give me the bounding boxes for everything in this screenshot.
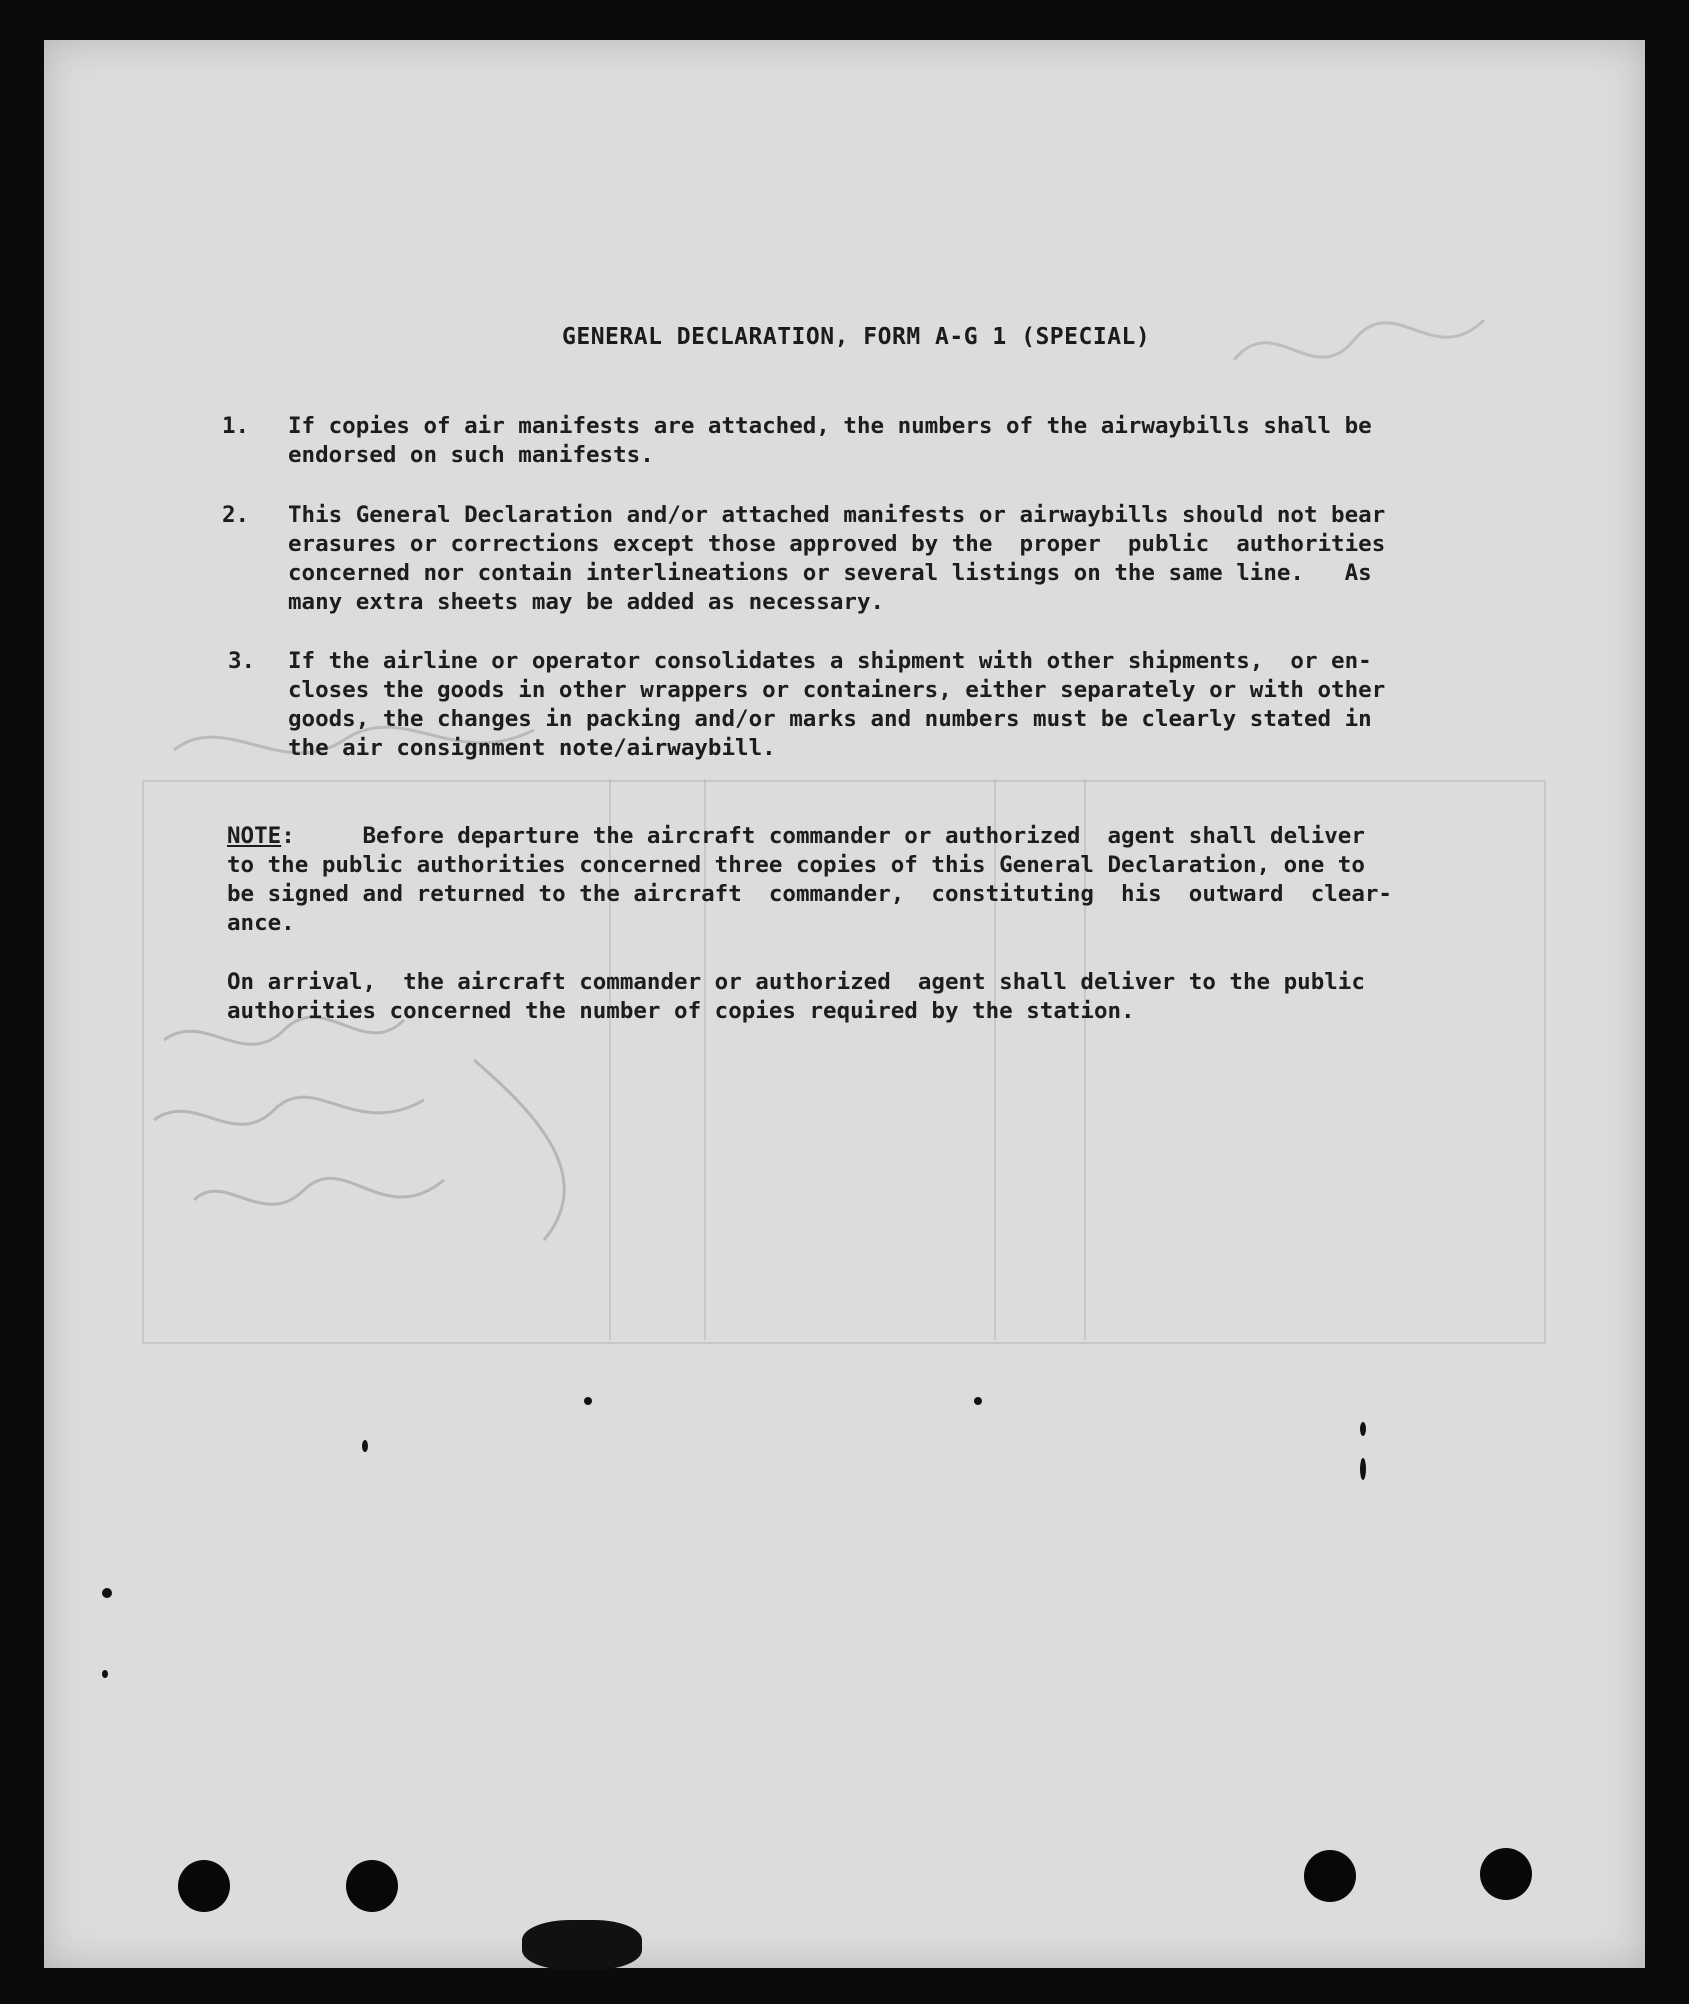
note-line: to the public authorities concerned three copies of this General Declaration, one to — [227, 852, 1365, 878]
document-page — [44, 40, 1645, 1968]
note-label: NOTE — [227, 823, 282, 849]
punch-hole — [346, 1860, 398, 1912]
item-line: goods, the changes in packing and/or marks and numbers must be clearly stated in — [288, 706, 1372, 732]
punch-hole — [1480, 1848, 1532, 1900]
item-number: 1. — [222, 413, 250, 439]
punch-hole — [1304, 1850, 1356, 1902]
arrival-line: On arrival, the aircraft commander or authorized agent shall deliver to the public — [227, 969, 1365, 995]
item-line: If copies of air manifests are attached, the numbers of the airwaybills shall be — [288, 413, 1372, 439]
note-line: be signed and returned to the aircraft commander, constituting his outward clear- — [227, 881, 1392, 907]
item-line: erasures or corrections except those approved by the proper public authorities — [288, 531, 1386, 557]
item-number: 3. — [228, 648, 256, 674]
speck — [102, 1588, 112, 1598]
handwriting-show-through — [124, 1000, 684, 1300]
speck — [1360, 1422, 1366, 1436]
item-line: many extra sheets may be added as necessary. — [288, 589, 885, 615]
handwriting-show-through — [1224, 290, 1544, 410]
arrival-line: authorities concerned the number of copies required by the station. — [227, 998, 1135, 1024]
item-line: This General Declaration and/or attached manifests or airwaybills should not bear — [288, 502, 1386, 528]
speck — [102, 1670, 108, 1678]
item-line: the air consignment note/airwaybill. — [288, 735, 776, 761]
item-number: 2. — [222, 502, 250, 528]
item-line: If the airline or operator consolidates a shipment with other shipments, or en- — [288, 648, 1372, 674]
arrival-paragraph — [227, 968, 1567, 1026]
note-paragraph — [227, 822, 1567, 938]
speck — [974, 1397, 982, 1405]
item-line: concerned nor contain interlineations or several listings on the same line. As — [288, 560, 1372, 586]
speck — [584, 1397, 592, 1405]
ink-blot — [522, 1920, 642, 1970]
punch-hole — [178, 1860, 230, 1912]
item-line: endorsed on such manifests. — [288, 442, 654, 468]
speck — [1360, 1458, 1366, 1480]
item-line: closes the goods in other wrappers or containers, either separately or with other — [288, 677, 1386, 703]
speck — [362, 1440, 368, 1452]
page-title: GENERAL DECLARATION, FORM A-G 1 (SPECIAL) — [562, 324, 1151, 350]
note-first-line — [227, 822, 1567, 851]
note-line: : Before departure the aircraft commander or authorized agent shall deliver — [281, 823, 1365, 849]
note-line: ance. — [227, 910, 295, 936]
